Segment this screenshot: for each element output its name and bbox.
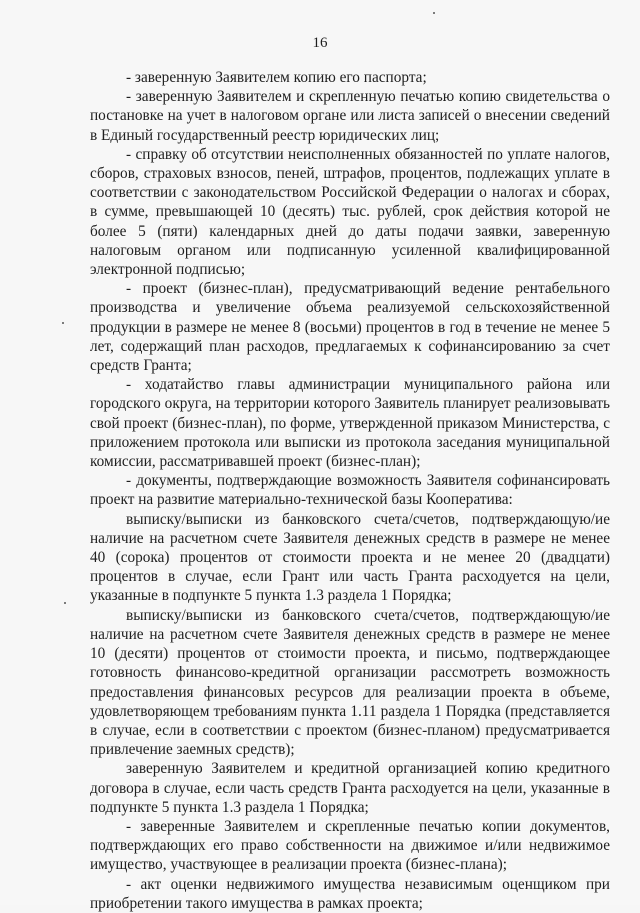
paragraph: - заверенную Заявителем копию его паспорта; (126, 69, 427, 86)
paragraph: - проект (бизнес-план), предусматривающий ведение рентабельного производства и увеличение объема реализуемой сельскохозяйственной продукции в размере не менее 8 (восьми) процентов в год в течение не менее 5 лет, содержащий план расходов, предлагаемых к софинансированию за счет средств Гранта; (90, 280, 610, 375)
paragraph: выписку/выписки из банковского счета/счетов, подтверждающую/ие наличие на расчетном счете Заявителя денежных средств в размере не менее 10 (десяти) процентов от стоимости проекта, и письмо, подтверждающее готовность финансово-кредитной организации рассмотреть возможность предоставления финансовых ресурсов для реализации проекта в объеме, удовлетворяющем требованиям пункта 1.11 раздела 1 Порядка (представляется в случае, если в соответствии с проектом (бизнес-планом) предусматривается привлечение заемных средств); (90, 606, 610, 759)
scan-speck (62, 322, 64, 324)
body-text (90, 68, 610, 913)
paragraph: - документы, подтверждающие возможность Заявителя софинансировать проект на развитие материально-технической базы Кооператива: (90, 472, 610, 509)
scan-speck (433, 12, 435, 14)
paragraph: - заверенную Заявителем и скрепленную печатью копию свидетельства о постановке на учет в налоговом органе или листа записей о внесении сведений в Единый государственный реестр юридических лиц; (90, 88, 610, 144)
paragraph: - ходатайство главы администрации муниципального района или городского округа, на территории которого Заявитель планирует реализовывать свой проект (бизнес-план), по форме, утвержденной приказом Министерства, с приложением протокола или выписки из протокола заседания муниципальной комиссии, рассматривавшей проект (бизнес-план); (90, 376, 610, 471)
paragraph: - справку об отсутствии неисполненных обязанностей по уплате налогов, сборов, страховых взносов, пеней, штрафов, процентов, подлежащих уплате в соответствии с законодательством Российской Федерации о налогах и сборах, в сумме, превышающей 10 (десять) тыс. рублей, срок действия которой не более 5 (пяти) календарных дней до даты подачи заявки, заверенную налоговым органом или подписанную усиленной квалифицированной электронной подписью; (90, 145, 610, 279)
page-number: 16 (312, 35, 328, 51)
paragraph: выписку/выписки из банковского счета/счетов, подтверждающую/ие наличие на расчетном счете Заявителя денежных средств в размере не менее 40 (сорока) процентов от стоимости проекта и не менее 20 (двадцати) процентов в случае, если Грант или часть Гранта расходуется на цели, указанные в подпункте 5 пункта 1.3 раздела 1 Порядка; (90, 510, 610, 605)
paragraph: - заверенные Заявителем и скрепленные печатью копии документов, подтверждающих его право собственности на движимое и/или недвижимое имущество, участвующее в реализации проекта (бизнес-плана); (90, 817, 610, 874)
scan-speck (64, 602, 66, 604)
paragraph: - акт оценки недвижимого имущества независимым оценщиком при приобретении такого имущества в рамках проекта; (90, 875, 610, 912)
paragraph: заверенную Заявителем и кредитной организацией копию кредитного договора в случае, если часть средств Гранта расходуется на цели, указанные в подпункте 5 пункта 1.3 раздела 1 Порядка; (90, 760, 610, 816)
